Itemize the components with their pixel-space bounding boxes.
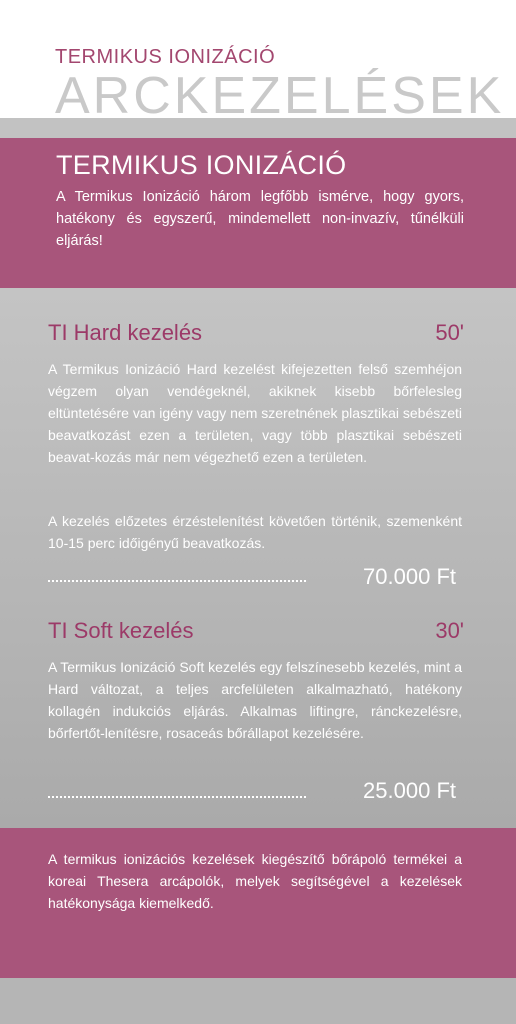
services-panel (0, 288, 516, 828)
footer-band (0, 978, 516, 1024)
service-duration-soft: 30' (435, 618, 464, 643)
service-title-soft: TI Soft kezelés (48, 618, 194, 643)
footer-box (0, 828, 516, 978)
intro-text: A Termikus Ionizáció három legfőbb ismérve, hogy gyors, hatékony és egyszerű, mindemellett non-invazív, tűnélküli eljárás! (56, 189, 464, 249)
service-description-soft: A Termikus Ionizáció Soft kezelés egy felszínesebb kezelés, mint a Hard változat, a teljes arcfelületen alkalmazható, hatékony kollagén indukciós eljárás. Alkalmas liftingre, ránckezelésre, bőrfertőt-lenítésre, rosaceás bőrállapot kezelésére. (48, 659, 462, 741)
price-leader-dots (48, 580, 306, 582)
service-note-hard: A kezelés előzetes érzéstelenítést követően történik, szemenként 10-15 perc időigényű beavatkozás. (48, 513, 462, 551)
price-leader-dots (48, 796, 306, 798)
service-description-hard: A Termikus Ionizáció Hard kezelést kifejezetten felső szemhéjon végzem olyan vendégeknél, akiknek kisebb bőrfelesleg eltüntetésére van igény vagy nem szeretnének plasztikai sebészeti beavatkozást ezen a területen, vagy több plasztikai sebészeti beavat-kozás már nem végezhető ezen a területen. (48, 361, 463, 465)
footer-text: A termikus ionizációs kezelések kiegészítő bőrápoló termékei a koreai Thesera arcápolók, melyek segítségével a kezelések hatékonysága kiemelkedő. (48, 851, 462, 911)
page-title: ARCKEZELÉSEK (55, 67, 505, 125)
service-duration-hard: 50' (435, 320, 464, 345)
service-title-hard: TI Hard kezelés (48, 320, 203, 345)
intro-box (0, 138, 516, 288)
service-price-soft: 25.000 Ft (363, 778, 456, 803)
header-subtitle: TERMIKUS IONIZÁCIÓ (55, 46, 276, 68)
intro-title: TERMIKUS IONIZÁCIÓ (56, 150, 347, 180)
service-price-hard: 70.000 Ft (363, 564, 456, 589)
